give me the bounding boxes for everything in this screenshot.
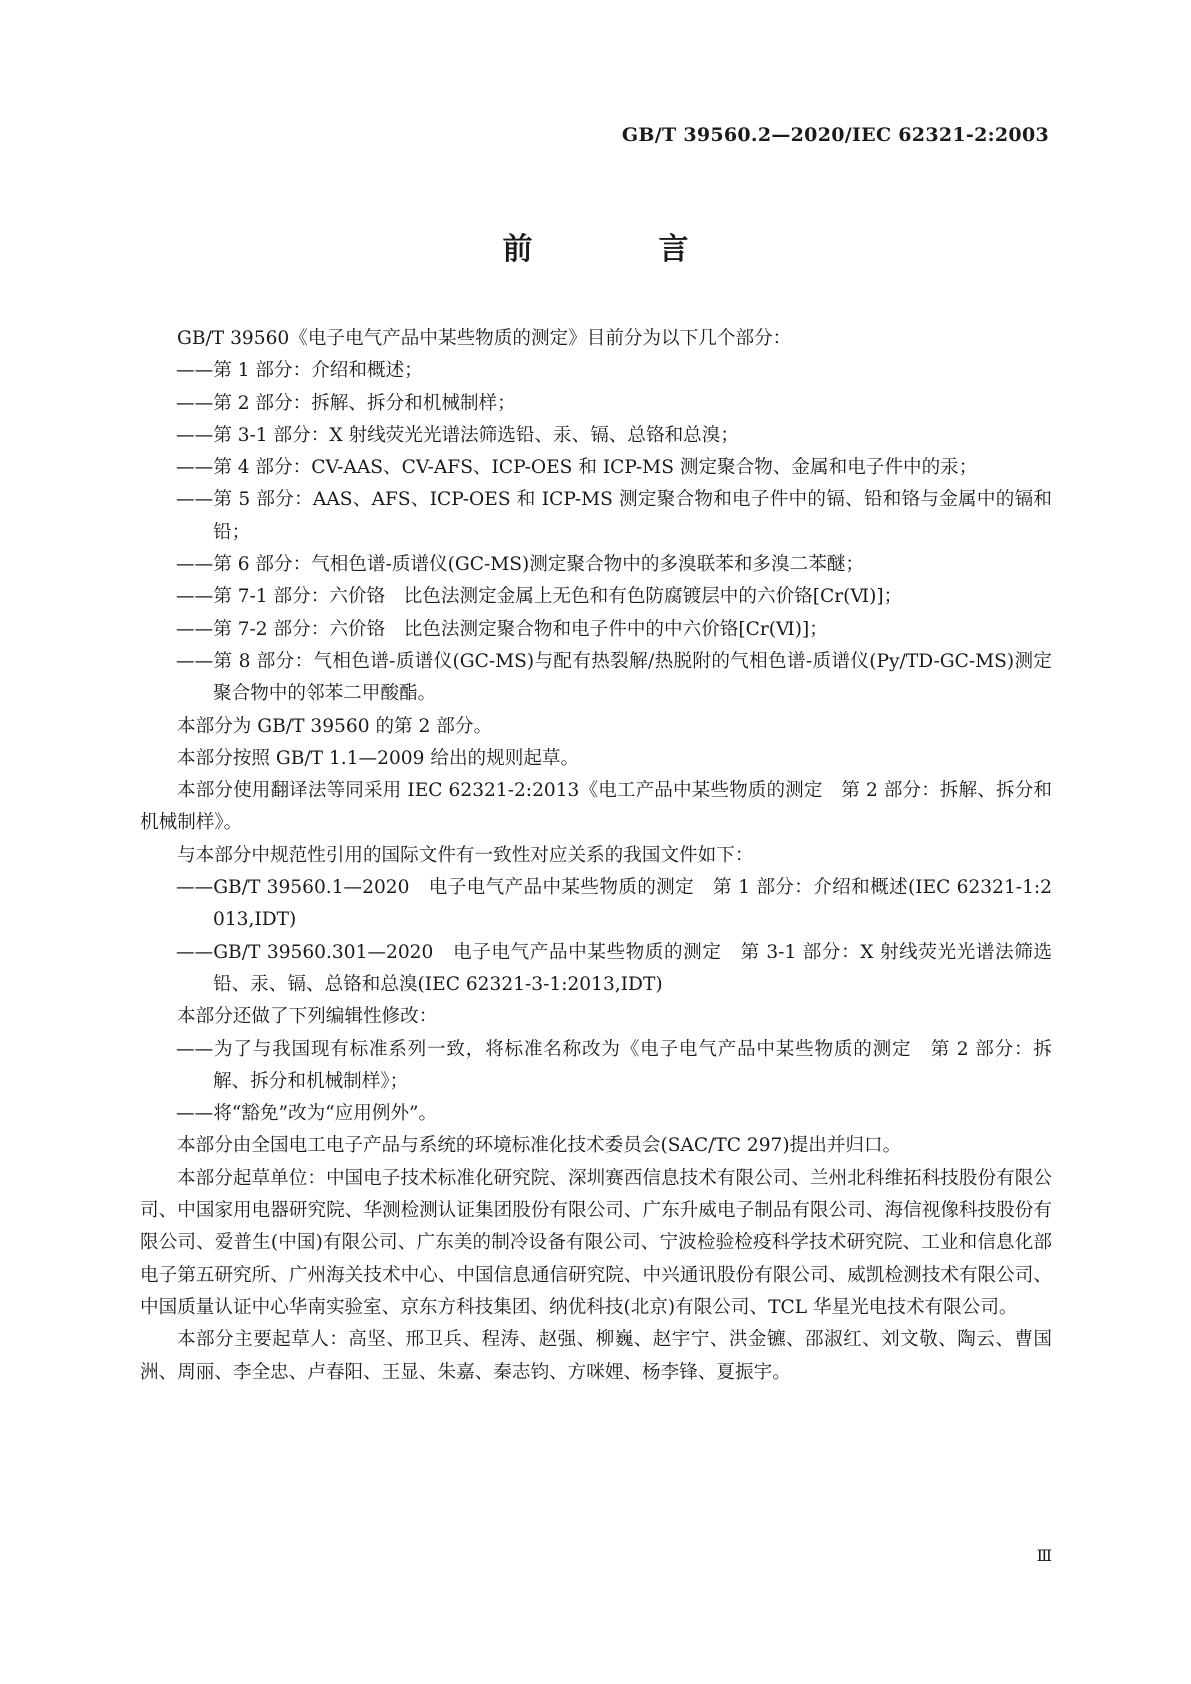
statement-adoption: 本部分使用翻译法等同采用 IEC 62321-2:2013《电工产品中某些物质的测定 第 2 部分：拆解、拆分和机械制样》。 [140, 780, 1052, 834]
part-item: ——第 3-1 部分：X 射线荧光光谱法筛选铅、汞、镉、总铬和总溴； [176, 424, 739, 446]
edit-item: ——为了与我国现有标准系列一致，将标准名称改为《电子电气产品中某些物质的测定 第 2 部分：拆解、拆分和机械制样》； [176, 1038, 1052, 1092]
page-number: Ⅲ [1036, 1546, 1051, 1565]
page-title: 前 言 [502, 232, 737, 267]
part-item: ——第 2 部分：拆解、拆分和机械制样； [176, 392, 516, 414]
part-item: ——第 1 部分：介绍和概述； [176, 360, 423, 382]
statement-part: 本部分为 GB/T 39560 的第 2 部分。 [177, 715, 493, 737]
intro-paragraph: GB/T 39560《电子电气产品中某些物质的测定》目前分为以下几个部分： [177, 328, 792, 349]
statement-drafters: 本部分主要起草人：高坚、邢卫兵、程涛、赵强、柳巍、赵宇宁、洪金镳、邵淑红、刘文敬、陶云、曹国洲、周丽、李全忠、卢春阳、王显、朱嘉、秦志钧、方咪娌、杨李锋、夏振宇。 [140, 1329, 1052, 1383]
part-item: ——第 6 部分：气相色谱-质谱仪(GC-MS)测定聚合物中的多溴联苯和多溴二苯醚； [176, 554, 864, 576]
statement-edits-intro: 本部分还做了下列编辑性修改： [177, 1006, 438, 1028]
document-body [140, 323, 1052, 1389]
edit-item: ——将“豁免”改为“应用例外”。 [176, 1103, 438, 1125]
part-item: ——第 8 部分：气相色谱-质谱仪(GC-MS)与配有热裂解/热脱附的气相色谱-质谱仪(Py/TD-GC-MS)测定聚合物中的邻苯二甲酸酯。 [176, 650, 1052, 705]
standard-code-header: GB/T 39560.2—2020/IEC 62321-2:2003 [621, 124, 1049, 146]
part-item: ——第 7-2 部分：六价铬 比色法测定聚合物和电子件中的中六价铬[Cr(Ⅵ)]； [176, 618, 828, 640]
part-item: ——第 7-1 部分：六价铬 比色法测定金属上无色和有色防腐镀层中的六价铬[Cr(Ⅵ)]； [176, 586, 903, 608]
statement-refs-intro: 与本部分中规范性引用的国际文件有一致性对应关系的我国文件如下： [177, 844, 754, 866]
part-item: ——第 5 部分：AAS、AFS、ICP-OES 和 ICP-MS 测定聚合物和电子件中的镉、铅和铬与金属中的镉和铅； [176, 489, 1052, 543]
reference-item: ——GB/T 39560.301—2020 电子电气产品中某些物质的测定 第 3-1 部分：X 射线荧光光谱法筛选铅、汞、镉、总铬和总溴(IEC 62321-3-1:2013,IDT) [176, 941, 1052, 995]
statement-drafting-units: 本部分起草单位：中国电子技术标准化研究院、深圳赛西信息技术有限公司、兰州北科维拓科技股份有限公司、中国家用电器研究院、华测检测认证集团股份有限公司、广东升威电子制品有限公司、海信视像科技股份有限公司、爱普生(中国)有限公司、广东美的制冷设备有限公司、宁波检验检疫科学技术研究院、工业和信息化部电子第五研究所、广州海关技术中心、中国信息通信研究院、中兴通讯股份有限公司、威凯检测技术有限公司、中国质量认证中心华南实验室、京东方科技集团、纳优科技(北京)有限公司、TCL 华星光电技术有限公司。 [140, 1167, 1052, 1318]
reference-item: ——GB/T 39560.1—2020 电子电气产品中某些物质的测定 第 1 部分：介绍和概述(IEC 62321-1:2013,IDT) [176, 877, 1052, 931]
statement-rules: 本部分按照 GB/T 1.1—2009 给出的规则起草。 [177, 747, 580, 769]
statement-proposed: 本部分由全国电工电子产品与系统的环境标准化技术委员会(SAC/TC 297)提出并归口。 [177, 1135, 902, 1157]
part-item: ——第 4 部分：CV-AAS、CV-AFS、ICP-OES 和 ICP-MS 测定聚合物、金属和电子件中的汞； [176, 457, 978, 479]
